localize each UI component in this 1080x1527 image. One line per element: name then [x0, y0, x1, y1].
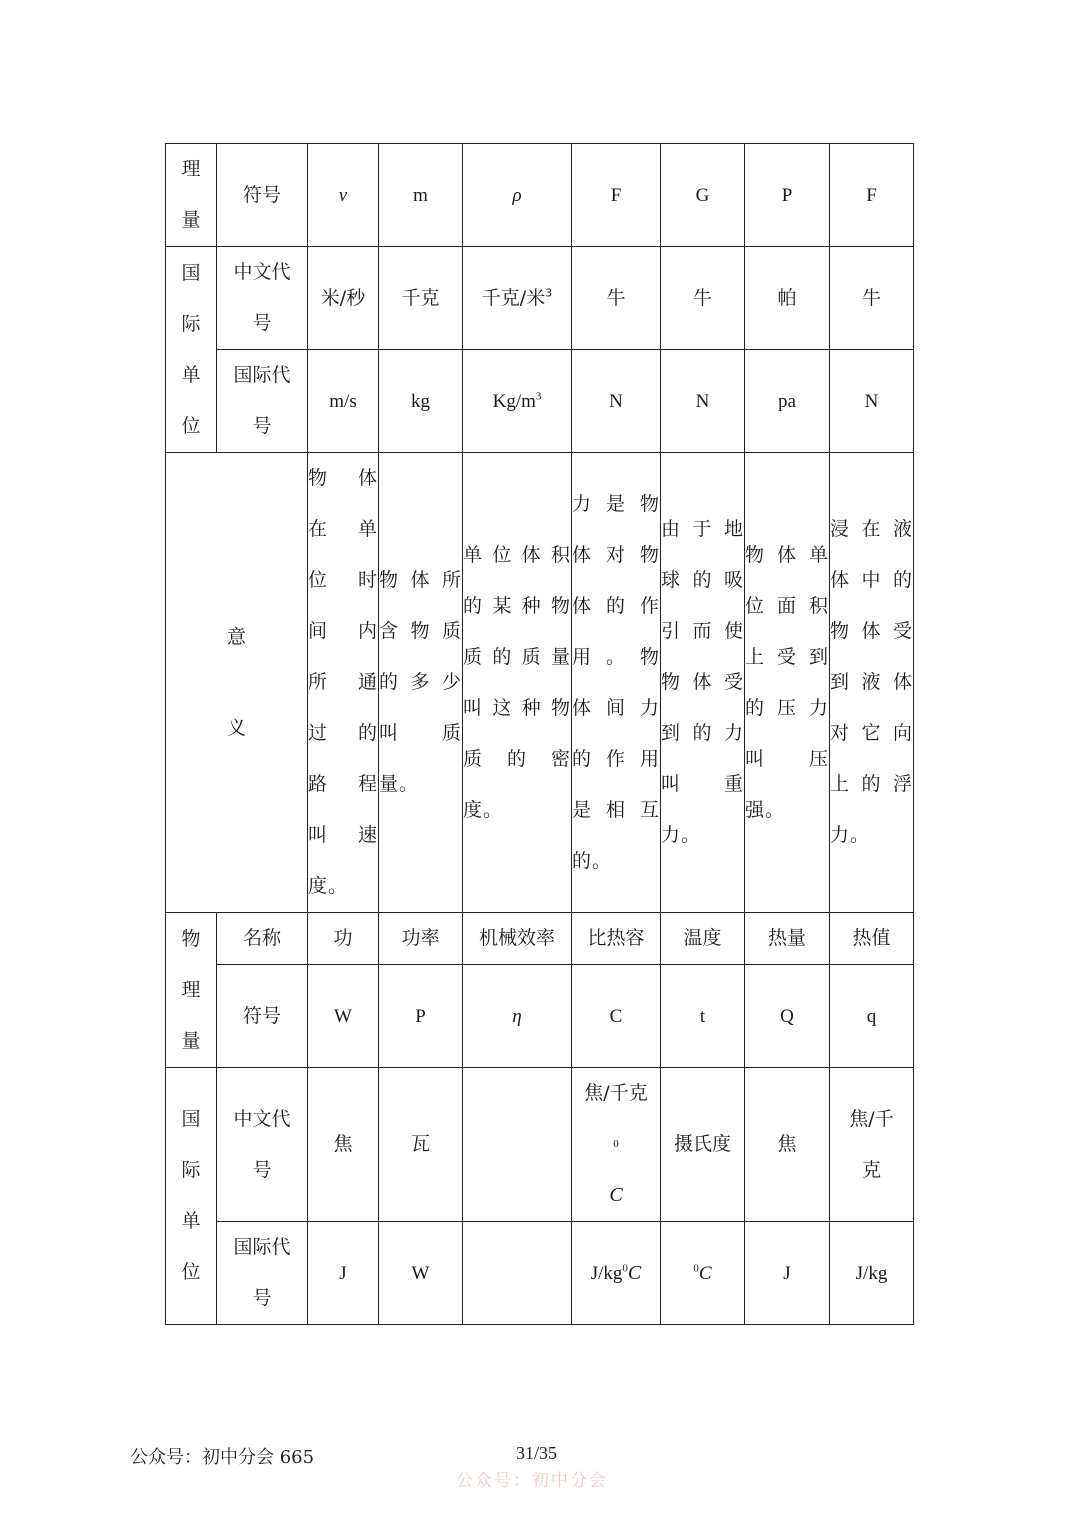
cn-unit-cell: 焦 [308, 1068, 379, 1222]
intl-unit-cell [463, 1222, 572, 1325]
meaning-cell: 物体所 含物质 的多少 叫 质 量。 [379, 453, 463, 913]
intl-unit-cell: N [572, 350, 661, 453]
intl-unit-cell: J/kg [830, 1222, 914, 1325]
meaning-cell: 物体 在单 位时 间内 所通 过的 路程 叫速 度。 [308, 453, 379, 913]
symbol-cell: F [572, 144, 661, 247]
symbol-cell: t [661, 965, 745, 1068]
unit-group-cell: 国 际 单 位 [166, 1068, 217, 1325]
name-cell: 温度 [661, 913, 745, 965]
symbol-cell: ν [308, 144, 379, 247]
intl-unit-cell: J [745, 1222, 830, 1325]
cn-unit-cell: 千克 [379, 247, 463, 350]
intl-unit-row-1 [166, 350, 914, 453]
cn-unit-cell: 焦/千 克 [830, 1068, 914, 1222]
cn-code-label: 中文代 号 [217, 247, 308, 350]
cn-unit-cell: 瓦 [379, 1068, 463, 1222]
cn-unit-cell: 帕 [745, 247, 830, 350]
cn-unit-row-2 [166, 1068, 914, 1222]
meaning-row [166, 453, 914, 913]
name-cell: 热值 [830, 913, 914, 965]
footer-account: 公众号：初中分会 665 [130, 1447, 315, 1468]
symbol-row-2 [166, 965, 914, 1068]
cn-unit-cell: 焦 [745, 1068, 830, 1222]
symbol-cell: q [830, 965, 914, 1068]
meaning-cell: 物体单 位面积 上受到 的压力 叫 压 强。 [745, 453, 830, 913]
name-label: 名称 [217, 913, 308, 965]
symbol-cell: P [379, 965, 463, 1068]
intl-unit-cell: $J/kg^0C$ [572, 1222, 661, 1325]
meaning-cell: 单位体积 的某种物 质的质量 叫这种物 质 的 密 度。 [463, 453, 572, 913]
name-cell: 功 [308, 913, 379, 965]
quantity-header-cell: 物 理 量 [166, 913, 217, 1068]
intl-unit-row-2 [166, 1222, 914, 1325]
quantity-header-cell: 理 量 [166, 144, 217, 247]
meaning-cell: 浸在液 体中的 物体受 到液体 对它向 上的浮 力。 [830, 453, 914, 913]
symbol-cell: C [572, 965, 661, 1068]
intl-unit-cell: W [379, 1222, 463, 1325]
meaning-cell: 力是物 体对物 体的作 用。物 体间力 的作用 是相互 的。 [572, 453, 661, 913]
cn-unit-cell: 米/秒 [308, 247, 379, 350]
name-row-2 [166, 913, 914, 965]
intl-code-label: 国际代 号 [217, 1222, 308, 1325]
intl-unit-cell: pa [745, 350, 830, 453]
symbol-cell: G [661, 144, 745, 247]
name-cell: 机械效率 [463, 913, 572, 965]
cn-code-label: 中文代 号 [217, 1068, 308, 1222]
symbol-cell: m [379, 144, 463, 247]
cn-unit-cell: 牛 [572, 247, 661, 350]
cn-unit-cell: 焦/千克 0 C [572, 1068, 661, 1222]
name-cell: 功率 [379, 913, 463, 965]
cn-unit-cell: 牛 [830, 247, 914, 350]
cn-unit-row-1 [166, 247, 914, 350]
page-number: 31/35 [516, 1443, 558, 1463]
symbol-cell: η [463, 965, 572, 1068]
symbol-cell: Q [745, 965, 830, 1068]
intl-unit-cell: $Kg/m^3$ [463, 350, 572, 453]
name-cell: 热量 [745, 913, 830, 965]
meaning-cell: 由于地 球的吸 引而使 物体受 到的力 叫 重 力。 [661, 453, 745, 913]
symbol-row-1 [166, 144, 914, 247]
intl-unit-cell: kg [379, 350, 463, 453]
watermark: 公众号：初中分会 [456, 1471, 608, 1491]
intl-unit-cell: $^0$C [661, 1222, 745, 1325]
meaning-label: 意 义 [166, 453, 308, 913]
name-cell: 比热容 [572, 913, 661, 965]
unit-group-cell: 国 际 单 位 [166, 247, 217, 453]
intl-code-label: 国际代 号 [217, 350, 308, 453]
cn-unit-cell: 牛 [661, 247, 745, 350]
cn-unit-cell: 摄氏度 [661, 1068, 745, 1222]
symbol-cell: F [830, 144, 914, 247]
intl-unit-cell: J [308, 1222, 379, 1325]
symbol-label: 符号 [217, 965, 308, 1068]
symbol-label: 符号 [217, 144, 308, 247]
physics-quantity-table [165, 143, 914, 1325]
intl-unit-cell: N [661, 350, 745, 453]
intl-unit-cell: N [830, 350, 914, 453]
cn-unit-cell: 千克/米$^3$ [463, 247, 572, 350]
symbol-cell: ρ [463, 144, 572, 247]
symbol-cell: W [308, 965, 379, 1068]
cn-unit-cell [463, 1068, 572, 1222]
symbol-cell: P [745, 144, 830, 247]
intl-unit-cell: m/s [308, 350, 379, 453]
